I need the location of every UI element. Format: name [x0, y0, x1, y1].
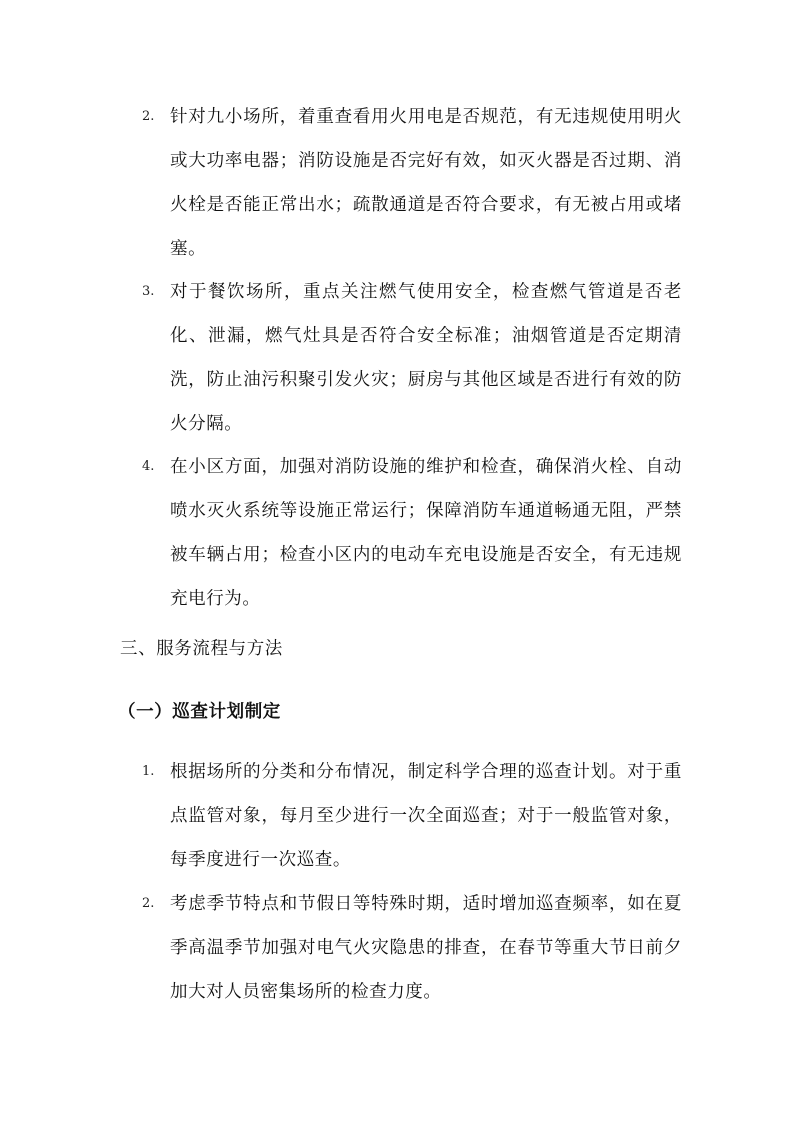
- list-number: 4.: [142, 459, 155, 474]
- section-heading: 三、服务流程与方法: [120, 639, 283, 659]
- subsection-heading: （一）巡查计划制定: [118, 702, 281, 722]
- list-item: [142, 445, 682, 621]
- list-item: [142, 882, 682, 1014]
- paragraph-text: 考虑季节特点和节假日等特殊时期，适时增加巡查频率，如在夏季高温季节加强对电气火灾隐患的排查，在春节等重大节日前夕加大对人员密集场所的检查力度。: [170, 894, 682, 1002]
- list-number: 2.: [142, 896, 155, 911]
- list-number: 3.: [142, 284, 155, 299]
- list-number: 2.: [142, 109, 155, 124]
- list-number: 1.: [142, 764, 155, 779]
- list-item: [142, 95, 682, 271]
- paragraph-text: 根据场所的分类和分布情况，制定科学合理的巡查计划。对于重点监管对象，每月至少进行一次全面巡查；对于一般监管对象，每季度进行一次巡查。: [170, 762, 682, 870]
- paragraph-text: 针对九小场所，着重查看用火用电是否规范，有无违规使用明火或大功率电器；消防设施是否完好有效，如灭火器是否过期、消火栓是否能正常出水；疏散通道是否符合要求，有无被占用或堵塞。: [170, 107, 682, 259]
- paragraph-text: 对于餐饮场所，重点关注燃气使用安全，检查燃气管道是否老化、泄漏，燃气灶具是否符合安全标准；油烟管道是否定期清洗，防止油污积聚引发火灾；厨房与其他区域是否进行有效的防火分隔。: [170, 282, 682, 434]
- list-item: [142, 750, 682, 882]
- paragraph-text: 在小区方面，加强对消防设施的维护和检查，确保消火栓、自动喷水灭火系统等设施正常运行；保障消防车通道畅通无阻，严禁被车辆占用；检查小区内的电动车充电设施是否安全，有无违规充电行为。: [170, 457, 682, 609]
- list-item: [142, 270, 682, 446]
